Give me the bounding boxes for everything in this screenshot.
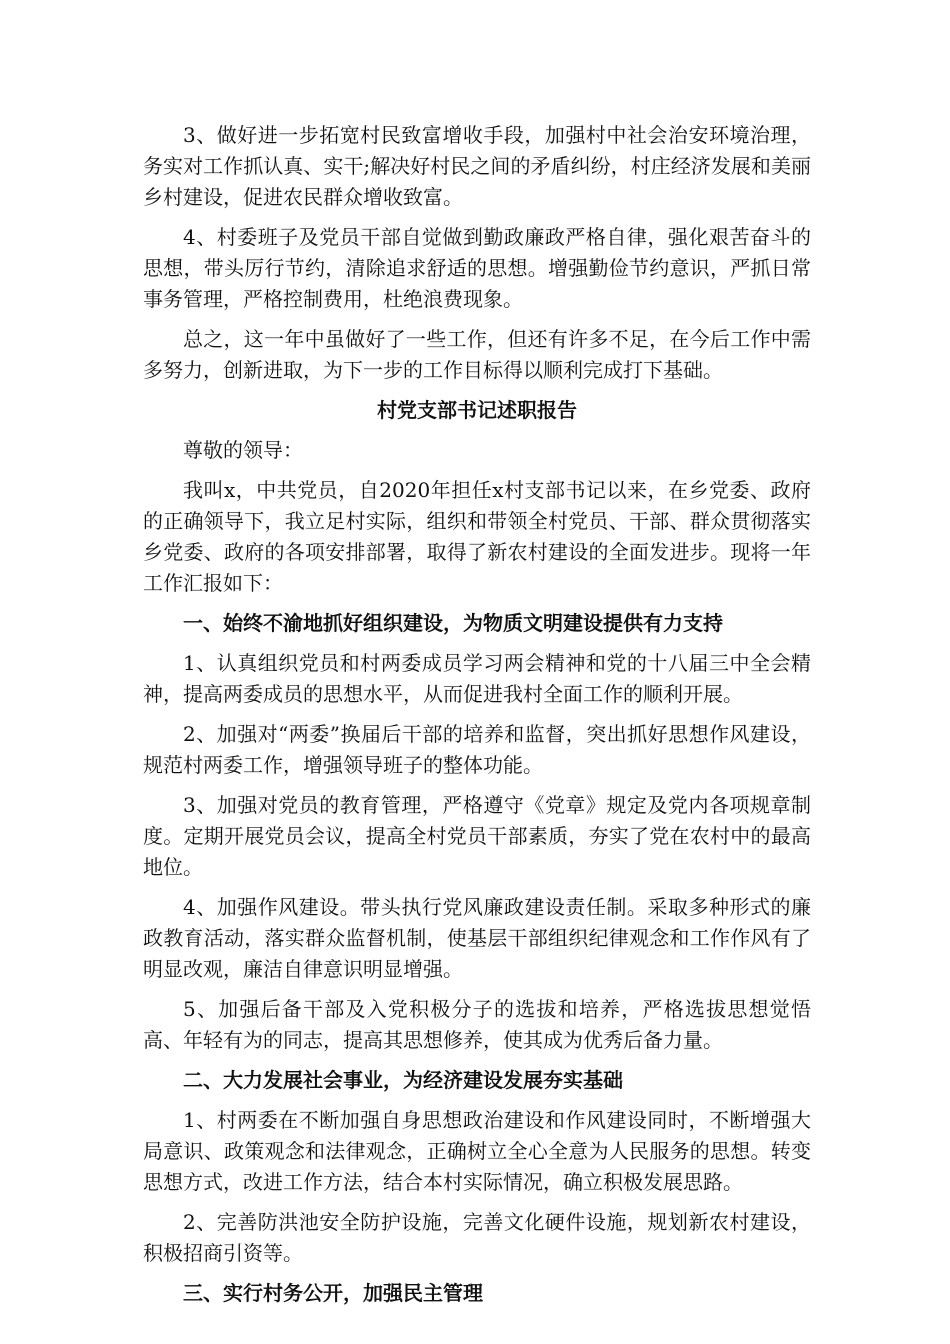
salutation: 尊敬的领导： bbox=[183, 438, 303, 462]
paragraph-item-4: 4、村委班子及党员干部自觉做到勤政廉政严格自律，强化艰苦奋斗的思想，带头厉行节约，清除追求舒适的思想。增强勤俭节约意识，严抓日常事务管理，严格控制费用，杜绝浪费现象。 bbox=[143, 225, 811, 311]
section-1-item-4: 4、加强作风建设。带头执行党风廉政建设责任制。采取多种形式的廉政教育活动，落实群众监督机制，使基层干部组织纪律观念和工作作风有了明显改观，廉洁自律意识明显增强。 bbox=[143, 895, 811, 981]
paragraph-item-3: 3、做好进一步拓宽村民致富增收手段，加强村中社会治安环境治理，务实对工作抓认真、实干;解决好村民之间的矛盾纠纷，村庄经济发展和美丽乡村建设，促进农民群众增收致富。 bbox=[143, 123, 811, 209]
section-1-item-1: 1、认真组织党员和村两委成员学习两会精神和党的十八届三中全会精神，提高两委成员的思想水平，从而促进我村全面工作的顺利开展。 bbox=[143, 651, 811, 706]
section-1-heading: 一、始终不渝地抓好组织建设，为物质文明建设提供有力支持 bbox=[183, 611, 723, 635]
document-page bbox=[143, 120, 811, 1318]
paragraph-summary: 总之，这一年中虽做好了一些工作，但还有许多不足，在今后工作中需多努力，创新进取，为下一步的工作目标得以顺利完成打下基础。 bbox=[143, 327, 811, 382]
report-title: 村党支部书记述职报告 bbox=[377, 398, 577, 422]
section-3-heading: 三、实行村务公开，加强民主管理 bbox=[183, 1281, 483, 1305]
section-2-heading: 二、大力发展社会事业，为经济建设发展夯实基础 bbox=[183, 1068, 623, 1092]
section-2-item-2: 2、完善防洪池安全防护设施，完善文化硬件设施，规划新农村建设，积极招商引资等。 bbox=[143, 1210, 811, 1265]
section-1-item-3: 3、加强对党员的教育管理，严格遵守《党章》规定及党内各项规章制度。定期开展党员会议，提高全村党员干部素质，夯实了党在农村中的最高地位。 bbox=[143, 793, 811, 879]
section-1-item-5: 5、加强后备干部及入党积极分子的选拔和培养，严格选拔思想觉悟高、年轻有为的同志，提高其思想修养，使其成为优秀后备力量。 bbox=[143, 997, 811, 1052]
opening-paragraph: 我叫x，中共党员，自2020年担任x村支部书记以来，在乡党委、政府的正确领导下，我立足村实际，组织和带领全村党员、干部、群众贯彻落实乡党委、政府的各项安排部署，取得了新农村建设的全面发进步。现将一年工作汇报如下： bbox=[143, 478, 811, 595]
section-1-item-2: 2、加强对“两委”换届后干部的培养和监督，突出抓好思想作风建设，规范村两委工作，增强领导班子的整体功能。 bbox=[143, 722, 811, 777]
section-2-item-1: 1、村两委在不断加强自身思想政治建设和作风建设同时，不断增强大局意识、政策观念和法律观念，正确树立全心全意为人民服务的思想。转变思想方式，改进工作方法，结合本村实际情况，确立积极发展思路。 bbox=[143, 1108, 811, 1194]
